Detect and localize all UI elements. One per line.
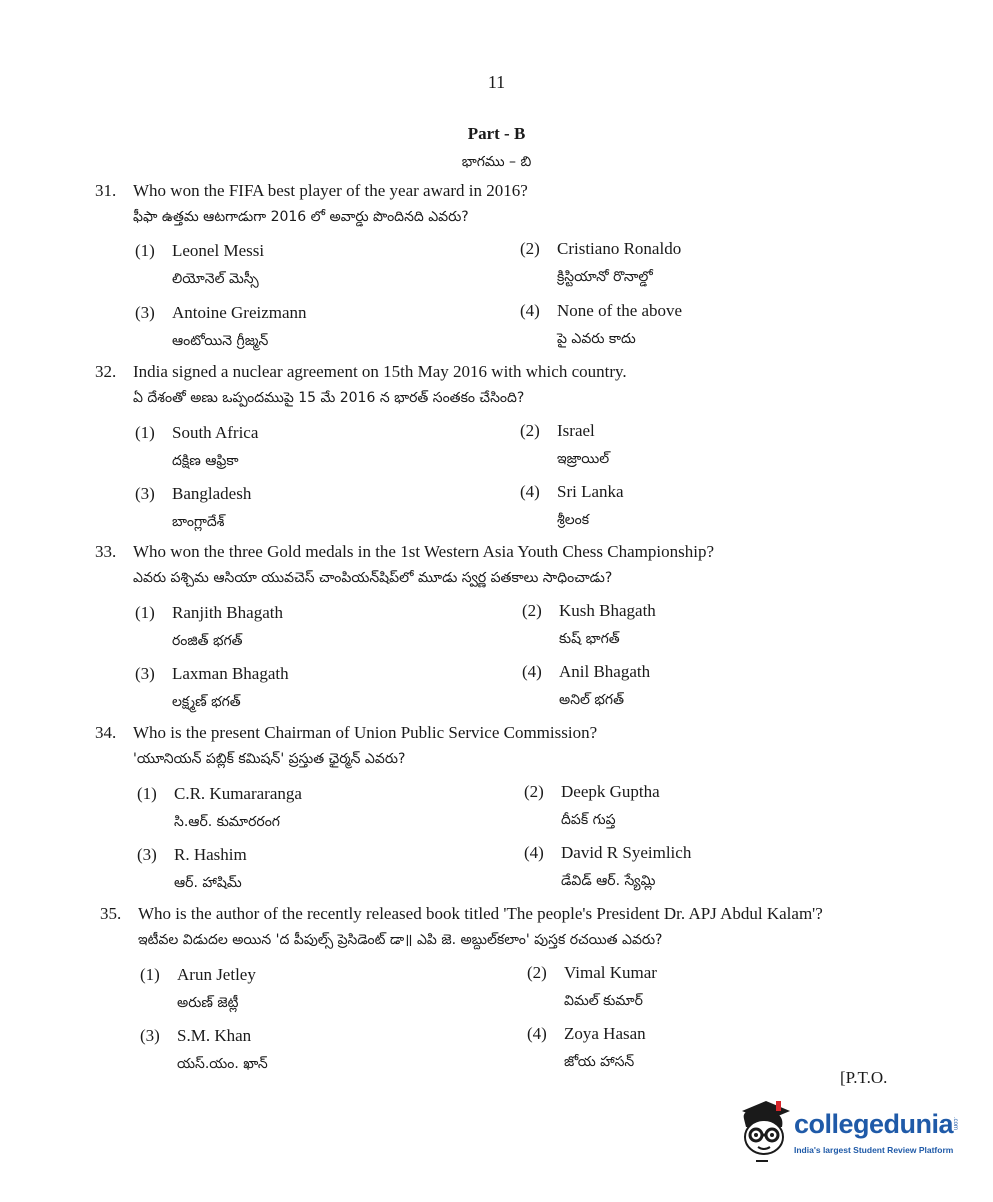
option-number: (2) <box>527 963 547 982</box>
option-number: (4) <box>527 1024 547 1043</box>
option-text-telugu: సి.ఆర్. కుమారరంగ <box>174 814 280 830</box>
question-number: 33. <box>95 542 117 561</box>
option-text: Deepk Guptha <box>561 782 660 801</box>
option-text: R. Hashim <box>174 845 247 864</box>
option-text: Israel <box>557 421 595 440</box>
option-text: Antoine Greizmann <box>172 303 307 322</box>
option-text: Sri Lanka <box>557 482 624 501</box>
question-number: 32. <box>95 362 117 381</box>
option-text: Bangladesh <box>172 484 252 503</box>
option-text: Anil Bhagath <box>559 662 651 681</box>
option-text-telugu: పై ఎవరు కాదు <box>557 331 636 347</box>
question-text: India signed a nuclear agreement on 15th May 2016 with which country. <box>133 362 627 381</box>
logo-domain-suffix: .com <box>952 1117 958 1131</box>
option-number: (1) <box>135 603 155 622</box>
question-text: Who is the present Chairman of Union Public Service Commission? <box>133 723 598 742</box>
collegedunia-logo <box>736 1097 966 1167</box>
option-number: (1) <box>140 965 160 984</box>
option-text-telugu: దక్షిణ ఆఫ్రికా <box>172 453 239 469</box>
option-number: (4) <box>520 301 540 320</box>
option-number: (4) <box>522 662 542 681</box>
option-text-telugu: శ్రీలంక <box>557 512 590 528</box>
option-number: (2) <box>522 601 542 620</box>
question-text-telugu: ఎవరు పశ్చిమ ఆసియా యువచెస్ చాంపియన్‌షిప్‌లో మూడు స్వర్ణ పతకాలు సాధించాడు? <box>133 570 613 586</box>
logo-wordmark: collegedunia <box>794 1109 954 1139</box>
option-text-telugu: లియోనెల్ మెస్సీ <box>172 271 259 287</box>
question-text-telugu: ఫీఫా ఉత్తమ ఆటగాడుగా 2016 లో అవార్డు పొందినది ఎవరు? <box>133 209 469 225</box>
part-title-telugu: భాగము – బి <box>461 154 532 170</box>
option-number: (4) <box>524 843 544 862</box>
option-number: (2) <box>520 239 540 258</box>
option-number: (3) <box>135 484 155 503</box>
part-title: Part - B <box>467 124 526 143</box>
option-text: S.M. Khan <box>177 1026 252 1045</box>
option-text-telugu: కుష్ భాగత్ <box>559 631 620 647</box>
option-text-telugu: ఆర్. హాషిమ్ <box>174 875 242 891</box>
option-number: (2) <box>524 782 544 801</box>
please-turn-over: [P.T.O. <box>840 1068 888 1087</box>
option-text-telugu: యస్.యం. ఖాన్ <box>177 1056 268 1072</box>
question-text: Who is the author of the recently released book titled 'The people's President Dr. APJ Abdul Kalam'? <box>138 904 823 923</box>
option-text-telugu: బాంగ్లాదేశ్ <box>172 514 225 530</box>
option-text: Cristiano Ronaldo <box>557 239 682 258</box>
option-number: (1) <box>135 423 155 442</box>
option-text-telugu: డేవిడ్ ఆర్. స్యేమ్లి <box>561 873 656 889</box>
option-number: (2) <box>520 421 540 440</box>
option-number: (3) <box>135 303 155 322</box>
option-text-telugu: ఆంటోయినె గ్రీజ్మన్ <box>172 333 269 349</box>
option-text: C.R. Kumararanga <box>174 784 302 803</box>
question-text: Who won the three Gold medals in the 1st Western Asia Youth Chess Championship? <box>133 542 714 561</box>
option-number: (1) <box>135 241 155 260</box>
question-text: Who won the FIFA best player of the year award in 2016? <box>133 181 528 200</box>
option-text-telugu: ఇజ్రాయిల్ <box>557 451 610 467</box>
option-text-telugu: విమల్ కుమార్ <box>564 993 643 1009</box>
logo-tagline: India's largest Student Review Platform <box>794 1145 954 1155</box>
question-number: 35. <box>100 904 122 923</box>
option-text: South Africa <box>172 423 259 442</box>
option-text-telugu: అరుణ్ జెట్లీ <box>177 995 239 1011</box>
mascot-icon <box>736 1097 792 1167</box>
option-text: None of the above <box>557 301 683 320</box>
option-text: Vimal Kumar <box>564 963 657 982</box>
page-number: 11 <box>487 72 506 92</box>
option-text: David R Syeimlich <box>561 843 692 862</box>
question-text-telugu: 'యూనియన్ పబ్లిక్ కమిషన్' ప్రస్తుత ఛైర్మన్ ఎవరు? <box>133 751 406 767</box>
option-text: Zoya Hasan <box>564 1024 646 1043</box>
question-text-telugu: ఏ దేశంతో అణు ఒప్పందముపై 15 మే 2016 న భారత్ సంతకం చేసింది? <box>133 390 525 406</box>
question-text-telugu: ఇటీవల విడుదల అయిన 'ద పీపుల్స్ ప్రెసిడెంట్ డా॥ ఎపి జె. అబ్దుల్‌కలాం' పుస్తక రచయిత ఎవరు? <box>138 932 663 948</box>
option-text-telugu: రంజిత్ భగత్ <box>172 633 243 649</box>
option-number: (3) <box>140 1026 160 1045</box>
option-text-telugu: జోయ హాసన్ <box>564 1054 635 1070</box>
option-number: (4) <box>520 482 540 501</box>
option-text-telugu: అనిల్ భగత్ <box>559 692 624 708</box>
option-text-telugu: క్రిస్టియానో రొనాల్డో <box>557 269 653 285</box>
option-number: (3) <box>137 845 157 864</box>
option-text: Arun Jetley <box>177 965 256 984</box>
question-number: 31. <box>95 181 117 200</box>
option-number: (1) <box>137 784 157 803</box>
option-text: Kush Bhagath <box>559 601 656 620</box>
question-number: 34. <box>95 723 117 742</box>
option-text: Leonel Messi <box>172 241 265 260</box>
option-text-telugu: లక్ష్మణ్ భగత్ <box>172 694 241 710</box>
option-text: Ranjith Bhagath <box>172 603 283 622</box>
option-text-telugu: దీపక్ గుప్త <box>561 812 616 828</box>
option-text: Laxman Bhagath <box>172 664 289 683</box>
option-number: (3) <box>135 664 155 683</box>
